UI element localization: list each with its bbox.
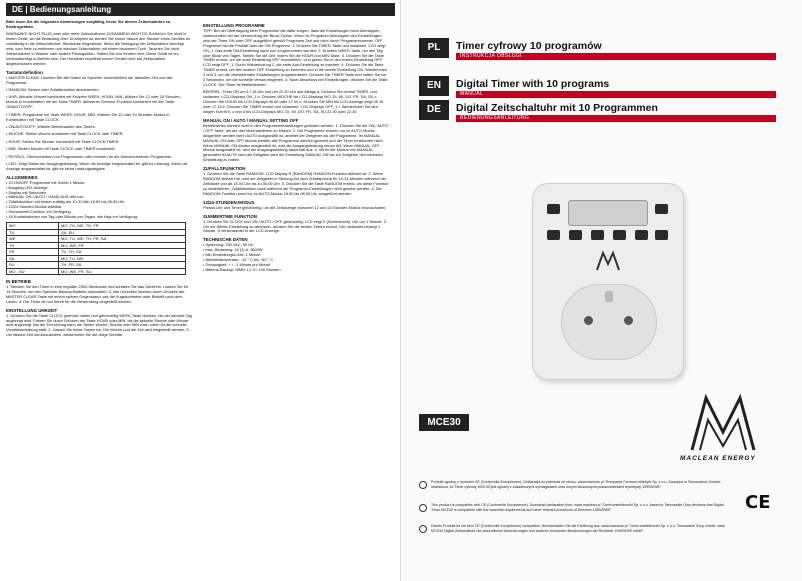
random-text: 1. Drücken Sie die Taste RANDOM. LCD-Display R (RANDOM) RANDOM-Funktion aktiviert ist. 2. Wenn RANDOM aktiviert ist, wird der Zeitgeber in Stellung Auf dem Zufallsprinzip für 10-31 Minuten während der Zeitdauer von ab 18.00 Uhr bis zu 06.00 Uhr. 3. Drücken Sie die Taste RANDOM erneut, um diese Funktion zu deaktivieren. Zufallsfunktion kann während der Programm-Einstellungen nicht gesetzt werden. 4. Die RANDOM-Funktion kann nur im AUTO-Modus 18.00 bis 06.00 Uhr ausgeführt werden. (203, 171, 389, 196)
warning-text: WARNUNG! NICHT PLUG zwei oder mehr Zeitschaltuhre ZUSAMMEN! WICHTIG Schließen Sie nicht in einem Gerät, wo die Belastung über 16 Ampere ist. Achten Sie immer darauf den Stecker eines Gerätes ist vollständig in die Zeitschaltuhre -Steckdose eingesteckt. Wenn die Reinigung der Zeitschaltuhr benötigt wird, vom Netz zu entfernen und wischen Zeitschaltuhr mit einem trockenen Tuch. Tauchen Sie nicht Zeitschaltuhre in Wasser oder andere Flüssigkeiten. Halten Sie von Kindern fern. Diese Gerät ist nur unbeaufsichtigt in Betrieb sein. Der Hersteller empfiehlt solche Geräte nicht auf Zeitschaltuhr angeschlossen werden. (6, 31, 190, 66)
device-button (569, 230, 582, 240)
table-cell: MO, TU, WE, TH, FR, SA (59, 236, 186, 243)
manual-column-1 (6, 20, 192, 341)
program-text: TIPP: Bei der Übertragung Ihrer Programme die dafür sorgen, dass die Einstellungen nicht überlappen, insbesondere bei der Verwendung der Block-Option. Wenn es Programm überlappen den Einstellungen, wird der Timer ON oder OFF ausgeführt gemäß Programm Zeit und nicht durch Programmnummer. OFF Programm hat die Priorität über die ON-Programm. 1. Drücken Sie TIMER-Taste und loslassen, LCD zeigt ON_1. Das erste ON-Einstellung kann nun vorgenommen werden. 2. Drücken WEEK-Taste, um den Tag oder Block von Tagen. Stellen Sie die Zeit, indem Sie die HOUR und MIN-Taste. 3. Drücken Sie die Taste TIMER erneut, um die erste Einstellung OFF einzustellen. Und geben Sie in den ersten Einstellung OFF. LCD zeigt OFF_1. Durch Wiederholung 2, die erste Aus-Einstellung zu machen. 4. Drücken Sie die Taste TIMER erneut, um den andern OFF Einstellung zu beenden und in die zweite Einstellung ON. Wiederholen 2 und 3, um die verbleibenden Einstellungen programmieren. Drücken Sie TIMER Taste und halten Sie sie 2 Sekunden, um die schnelle Versus eingeben. 5. Nach Abschluss der Einstellungen, drücken Sie die Taste CLOCK. Der Timer ist betriebsbereit. (203, 28, 388, 87)
device-button (613, 230, 626, 240)
table-cell: MO, TU, WE (59, 255, 186, 262)
device-button (635, 230, 648, 240)
table-cell: SU (7, 262, 59, 269)
tech-heading: TECHNISCHE DATEN (203, 237, 248, 243)
table-cell: SA (7, 255, 59, 262)
table-cell: FR (7, 249, 59, 256)
table-cell: SA, SU (59, 229, 186, 236)
language-code: DE (419, 100, 449, 120)
tech-list (203, 243, 389, 272)
tech-item: • Spannung: 230 VAC, 50 Hz (203, 242, 253, 248)
language-code: PL (419, 38, 449, 58)
note-text: Dieses Produkt ist mit dem CE (Conformité Européenne) kompatibel. Herunterladen Sie die Erklärung aus: www.maclean.pl "Centrumelektroniki Sp. z o.o. Tarnowskie Góry, erklärt, dass MCE30 Digital Zeitschaltuhr die wesentlichen Anforderungen und anderen relevanten Bestimmungen der Richtlinie 1999/5/WE erfüllt" (431, 524, 725, 533)
key-item: • WOCHE: Stellen Woche kombiniert mit Taste CLOCK oder TIMER. (6, 131, 124, 137)
power-socket (561, 284, 657, 360)
tech-item: • Batterie-Backup: NiMH 1,2 V> 100 Stunden (203, 266, 281, 272)
key-item: • MASTER CLEAR: Löschen Sie alle Daten im Speicher einschließlich der aktuellen Zeit und alle Programme. (6, 74, 173, 85)
maclean-logo-icon (595, 250, 621, 272)
table-cell: TU (7, 229, 59, 236)
manual-header: DE | Bedienungsanleitung (6, 3, 395, 16)
device-button (655, 204, 668, 214)
key-item: • HOUR: Stellen Sie Stunde, kombiniert mit Taste CLOCK/TIMER. (6, 138, 120, 144)
key-item: • ON/AUTO/OFF: Wählen Betriebsarten des Timers. (6, 123, 96, 129)
language-title: Digital Zeitschaltuhr mit 10 Programmen (456, 102, 658, 114)
key-item: • RANDOM: Setzen oder Zufallsfunktion abzubrechen. (6, 86, 100, 92)
device-button (547, 230, 560, 240)
compliance-note-en (419, 503, 729, 512)
keys-heading: Tastaturdefinition (6, 69, 43, 75)
intro-text: Bitte lesen Sie die folgenden Anweisungen sorgfältig, bevor Sie diesen Zeitschaltuhre zu Elektrogeräten (6, 19, 171, 29)
general-list (6, 181, 192, 220)
general-item: • 12/24 Stunden-Modus wählbar (6, 204, 62, 210)
hour-mode-text: Presse-Uhr und Timer gleichzeitig, um die Zeitanzeige zwischen 12 und 24 Stunden-Modus einzuschalten. (203, 204, 387, 210)
language-code: EN (419, 76, 449, 96)
tech-item: • Min Einstellungsz-Zeit: 1 Minute (203, 252, 261, 258)
random-heading: ZUFALLSFUNKTION (203, 166, 246, 172)
general-item: • MANUAL ON / AUTO / HAND AUS with bar (6, 194, 84, 200)
tech-item: • Genauigkeit: + / - 1 Minute pro Monat (203, 261, 270, 267)
note-text: Produkt zgodny z normami CE (Conformité Européenne). Deklaracja do pobrania ze strony: www.maclean.pl "Kompanie Centrum elektryki Sp. z o.o. Zarządca w Tarnowskich Górach oświadcza, że Timer cyfrowy MCE30 jest zgodny z zasadniczymi wymaganiami oraz innymi stosownymi postanowieniami dyrektywy 1999/5/WE" (431, 480, 721, 489)
language-row-de (419, 100, 784, 120)
flag-icon (419, 481, 427, 489)
table-cell: TU, TH, SA (59, 249, 186, 256)
general-item: • 16 Kombinationen von Tag oder Blöcke von Tagen, wie folgt zur Verfügung: (6, 214, 138, 220)
device-button (591, 230, 604, 240)
language-subtitle: MANUAL (456, 91, 776, 98)
language-subtitle: INSTRUKCJA OBSŁUGI (456, 53, 776, 60)
general-item: • Sommerzeit-Funktion zur Verfügung (6, 209, 71, 215)
clock-text: 1. Drücken Sie die Taste CLOCK gedrückt halten und gleichzeitig WEEK-Taste drücken, bis der aktuelle Tag angezeigt wird. Fahren Sie durch Drücken der Taste HOUR oder MIN, bis die aktuelle Stunde oder Minute wird angezeigt. Bei der Einrichtung kann die Tasten Woche, Stunde oder MIN nach unten für die schnelle Vorwärtsschaltung statt. 2. Lassen Sie beide Tasten los. Die Woche und die Zeit wird eingestellt werden. 3. Um falsche Zeit zurückzusetzen, wiederholen Sie die obige Schritte. (6, 312, 192, 338)
model-badge: MCE30 (419, 414, 469, 431)
table-cell: WE (7, 236, 59, 243)
key-item: • RST/RCL: Überschreiben von Programmen oder erinnern an die überschriebenen Programme. (6, 153, 172, 159)
socket-hole (624, 316, 633, 325)
lcd-display (568, 200, 648, 226)
flag-icon (419, 525, 427, 533)
clock-heading: EINSTELLUNG UHRZEIT (6, 307, 58, 313)
key-item: • MIN: Stellen Minute mit Taste CLOCK oder TIMER kombiniert. (6, 146, 116, 152)
table-row (7, 268, 186, 275)
example-text: BEISPIEL: Timer ON um 17.15 Uhr und um 22.30 Uhr aus Alltags a. Drücken Sie einmal TIMER, und loslassen, LCD-Displays ON_1 b. Drücken WOCHE bis LCD-Displays MO, DI, MI, DO, FR, SA, SU c. Drücken Sie HOUR bis LCD-Displays 06.00 oder 17.00 d. Drücken Sie MIN bis LCD-Anzeige zeigt 05 15 oder 17.15 e. Drücken Sie TIMER erneut und loslassen, LCD-Displays OFF_1 f. Wiederholen Sie den obigen Schritt b, c und d bis LCD-Displays MO, DI, MI, DO, FR, SA, SU 22.30 oder 22.30 (203, 89, 384, 114)
general-item: • 10 ON/OFF-Programme mit Schritt 1 Minute. (6, 179, 86, 185)
program-heading: EINSTELLUNG PROGRAMME (203, 23, 265, 28)
table-cell: TH (7, 242, 59, 249)
manual-column-2 (203, 20, 389, 273)
brand-name: MACLEAN ENERGY (680, 455, 756, 462)
general-item: • Ausgang LED-Anzeige. (6, 184, 49, 190)
general-item: • Display mit Sekunden. (6, 189, 48, 195)
general-heading: ALLGEMEINES (6, 174, 38, 180)
manual-mode-heading: MANUAL ON / AUTO / MANUAL SETTING OFF (203, 117, 299, 123)
table-cell: TH, FR, SA (59, 262, 186, 269)
table-cell: MO, WE, FR, SU (59, 268, 186, 275)
table-cell: MO, TU, WE, TH, FR (59, 223, 186, 230)
key-item: • UHR: Aktuelle Uhrzeit kombiniert mit Knöpfen WEEK, HOUR, MIN. Wählen Sie 12 oder 24 Stunden-Modus in Kombination mit der Taste TIMER. Aktivieren Sommer-Funktion kombiniert mit der Taste ON/AUTO/OFF. (6, 94, 181, 110)
key-item: • LED: Zeigt Status der Ausgangsleistung. Wenn die Anzeige eingeschaltet ist, gibt es Leistung. Wenn die Anzeige ausgeschaltet ist, gibt es keine Leistungsabgabe. (6, 160, 188, 171)
note-text: This product is compatible with CE (Conformité Européenne). Download declaration from: www.maclean.pl "Centrumelektroniki Sp. z o.o. based in Tarnowskie Góry declares that Digital Timer MCE30 is compatible with the essential requirements and other relevant provisions of Directive 1999/5/WE" (431, 503, 724, 512)
start-heading: IN BETRIEB (6, 279, 31, 284)
hour-mode-heading: 12/24-STUNDEN-MODUS (203, 199, 255, 205)
start-text: 1. Stecken Sie den Timer in eine reguläre 230V-Steckdose und schalten Sie das Gerät ein. Lassen Sie für 14 Stunden, um den Speicher-Backup-Batterie aufzuladen. 2. Alle Uhrzeiten löschen durch Drücken der MASTER CLEAR-Taste mit einem spitzen Gegenstand, wie die Kugelschreiber oder Bleistift nach dem Laden. 3. Der Timer ist nun bereit für die Verwendung eingestellt werden. (6, 284, 189, 304)
language-subtitle: BEDIENUNGSANLEITUNG (456, 115, 776, 122)
table-cell: MO (7, 223, 59, 230)
compliance-note-pl (419, 480, 729, 489)
day-combinations-table (6, 222, 186, 275)
language-title: Digital Timer with 10 programs (456, 78, 610, 90)
language-row-en (419, 76, 784, 96)
summertime-heading: SUMMERTIME FUNKTION (203, 213, 257, 219)
ce-mark: CE (745, 492, 771, 513)
compliance-note-de (419, 524, 729, 533)
socket-hole (584, 316, 593, 325)
general-item: • Zufallsfunktion mit einem zufällig am 10-31 Min 18.00 bis 06.00 Uhr (6, 199, 125, 205)
summertime-text: 1. Drücken Sie CLOCK und ON / AUTO / OFF gleichzeitig. LCD zeigt S (Sommerzeit). Uhr um 1 Stunde. 2. Um zur Winter-Einstellung zu wechseln, drücken Sie die beiden Tasten erneut. Uhr rückwärts bewegt 1 Stunde. S verschwindet in der LCD-Anzeige. (203, 218, 387, 234)
table-cell: MO, WE, FR (59, 242, 186, 249)
keys-list (6, 76, 192, 172)
language-row-pl (419, 38, 784, 58)
manual-mode-text: Betriebsarten können nicht in den Programmeinstellungen geändert werden. 1. Drücken Sie die ON / AUTO / OFF-Taste, um die drei Modi wiederum zu blicken. 2. Die Programme können nur im AUTO-Modus ausgeführt werden wenn AUTO ausgewählt ist, arbeitet der Zeitgeber als der Programme. Im MANUAL MANUAL ON oder OFF-Modus werden alle Programme werden ignoriert und der Timer funktioniert nicht. Wenn MANUAL ON-Modus ausgewählt ist, wird die Ausgangsleistung immer AN. Wenn MANUAL OFF-Modus ausgewählt ist, wird die Ausgangsleistung dauerhaft aus. 3. Wenn der Modus von MANUAL geschaltet ist AUTO wird der Zeitgeber wird die Einstellung MANUAL ON bis zur Zeitgeber den nächsten Einstellung zu halten. (203, 122, 389, 163)
flag-icon (419, 504, 427, 512)
maclean-energy-logo-icon (688, 384, 758, 454)
tech-item: • Betriebstemperatur: -10 ° C bis +40 ° C (203, 257, 274, 263)
device-button (655, 230, 668, 240)
timer-device-image (532, 183, 684, 380)
table-cell: MO - SU (7, 268, 59, 275)
device-button (547, 204, 560, 214)
key-item: • TIMER: Programme mit Taste WEEK, HOUR, MIN. Wählen Sie 12 oder 24 Stunden-Modus in Kombination mit Taste CLOCK. (6, 111, 170, 122)
ground-pin (605, 291, 613, 302)
language-title: Timer cyfrowy 10 programów (456, 40, 602, 52)
tech-item: • max. Belastung: 16 (2) A, 3600W (203, 247, 263, 253)
